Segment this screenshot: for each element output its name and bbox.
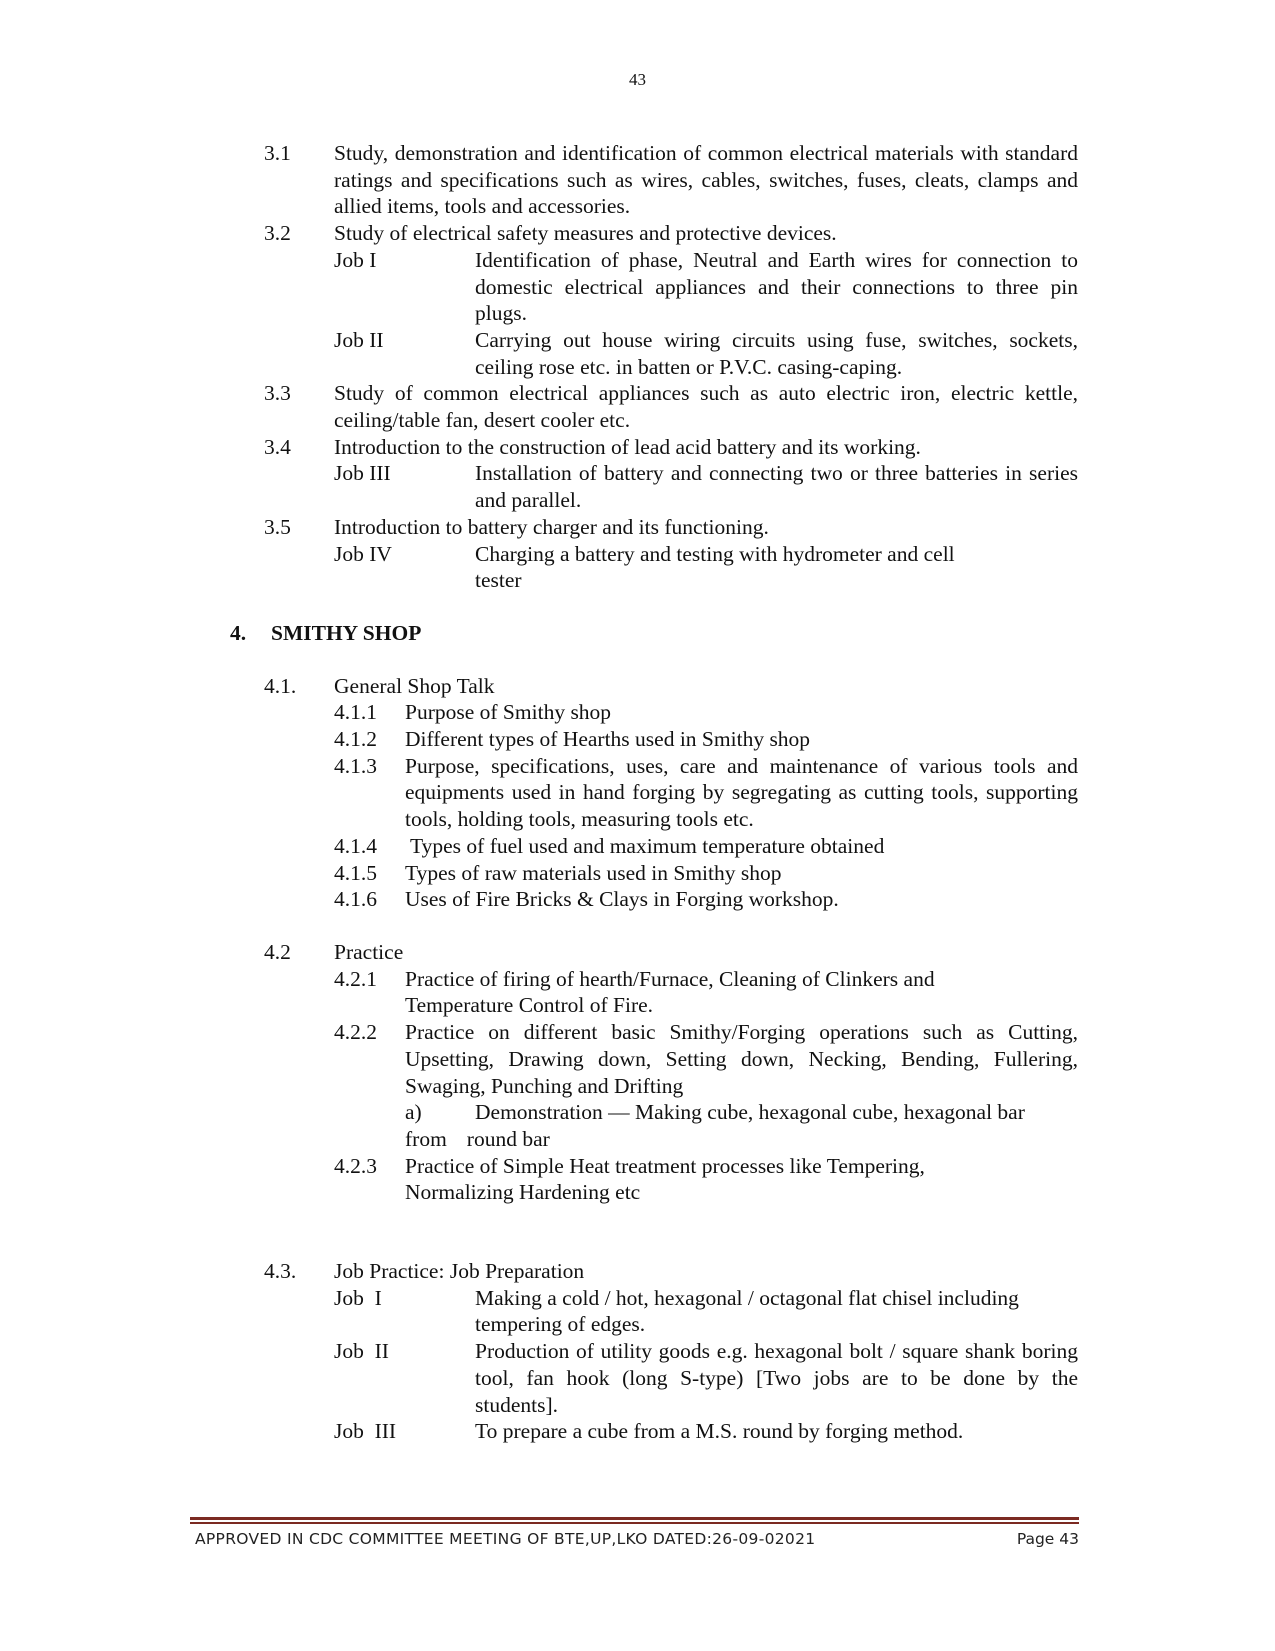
job-text: Production of utility goods e.g. hexagonal bolt / square shank boring tool, fan hook (long S-type) [Two jobs are to be done by the students].: [475, 1339, 1078, 1417]
item-number: 3.3: [264, 381, 291, 406]
item-text: Study of common electrical appliances such as auto electric iron, electric kettle, ceiling/table fan, desert cooler etc.: [334, 381, 1078, 433]
job-row: [0, 1285, 1275, 1338]
job-text: Installation of battery and connecting two or three batteries in series and parallel.: [475, 461, 1078, 513]
job-label: Job I: [334, 1285, 382, 1310]
job-text: [475, 541, 1078, 594]
subitem: [0, 1153, 1275, 1206]
subitem-text-line: Practice of firing of hearth/Furnace, Cleaning of Clinkers and: [405, 966, 935, 991]
item-number: 3.1: [264, 141, 291, 165]
footer-approval-text: APPROVED IN CDC COMMITTEE MEETING OF BTE,UP,LKO DATED:26-09-02021: [195, 1530, 816, 1548]
subitem: [0, 886, 1275, 913]
job-row: [0, 541, 1275, 594]
job-row: [0, 1418, 1275, 1445]
subitem-number: 4.2.3: [334, 1153, 377, 1178]
demo-text-line: round bar: [466, 1126, 550, 1151]
item-number: 4.1.: [264, 673, 297, 698]
subitem: [0, 860, 1275, 887]
job-row: [0, 327, 1275, 380]
item-number: 3.4: [264, 434, 291, 459]
job-label: Job II: [334, 327, 384, 352]
subitem-text: [405, 1153, 1078, 1206]
subitem-text: Types of raw materials used in Smithy shop: [405, 860, 782, 885]
subitem-number: 4.1.3: [334, 753, 377, 778]
subitem-text: Uses of Fire Bricks & Clays in Forging workshop.: [405, 887, 839, 912]
section-heading: [0, 620, 1275, 647]
subitem-text: [405, 966, 1078, 1019]
job-text-line: Making a cold / hot, hexagonal / octagonal flat chisel including: [475, 1285, 1019, 1310]
subitem-number: 4.1.6: [334, 887, 377, 912]
section-title: SMITHY SHOP: [271, 620, 422, 645]
item-number: 3.5: [264, 514, 291, 539]
subitem-text: Practice on different basic Smithy/Forging operations such as Cutting, Upsetting, Drawing down, Setting down, Necking, Bending, Fullering, Swaging, Punching and Drifting: [405, 1020, 1078, 1098]
footer-page-label: Page 43: [1016, 1530, 1079, 1548]
page-number: 43: [629, 70, 646, 89]
item-text: Introduction to the construction of lead acid battery and its working.: [334, 434, 921, 459]
demo-continuation: [405, 1126, 1275, 1153]
job-label: Job IV: [334, 541, 392, 566]
subitem: [0, 699, 1275, 726]
item-text: Study, demonstration and identification of common electrical materials with standard ratings and specifications such as wires, cables, switches, fuses, cleats, clamps and allied items, tools and accessories.: [334, 141, 1078, 219]
job-row: [0, 247, 1275, 327]
subitem-text-line: Temperature Control of Fire.: [405, 993, 654, 1018]
job-text: To prepare a cube from a M.S. round by forging method.: [475, 1419, 964, 1444]
subsection-4-3: [0, 1258, 1275, 1285]
subitem-number: 4.1.1: [334, 700, 377, 725]
subitem-text: Purpose, specifications, uses, care and maintenance of various tools and equipments used in hand forging by segregating as cutting tools, supporting tools, holding tools, measuring tools etc.: [405, 753, 1078, 832]
subitem-text: Different types of Hearths used in Smithy shop: [405, 727, 811, 752]
subitem-text-line: Normalizing Hardening etc: [405, 1180, 641, 1205]
item-text: Practice: [334, 939, 404, 964]
footer-rule: [190, 1517, 1079, 1524]
item-text: Introduction to battery charger and its functioning.: [334, 514, 769, 539]
subitem-number: 4.1.4: [334, 833, 377, 858]
job-text-line: Charging a battery and testing with hydrometer and cell: [475, 541, 955, 566]
job-text: Carrying out house wiring circuits using fuse, switches, sockets, ceiling rose etc. in batten or P.V.C. casing-caping.: [475, 327, 1078, 379]
item-3-4: [0, 434, 1275, 461]
item-number: 4.2: [264, 939, 291, 964]
item-3-5: [0, 514, 1275, 541]
subitem: [0, 966, 1275, 1019]
job-label: Job I: [334, 247, 377, 272]
item-3-1: [0, 140, 1275, 220]
subitem: [0, 753, 1275, 833]
subsection-4-1: [0, 673, 1275, 700]
demo-subitem: [0, 1099, 1275, 1126]
job-text: [475, 1285, 1078, 1338]
subitem-text: Purpose of Smithy shop: [405, 700, 612, 725]
subitem: [0, 1019, 1275, 1099]
demo-label: a): [405, 1100, 422, 1125]
document-body: [0, 140, 1275, 1445]
job-row: [0, 460, 1275, 513]
subitem-text-line: Practice of Simple Heat treatment processes like Tempering,: [405, 1153, 925, 1178]
item-text: Job Practice: Job Preparation: [334, 1259, 585, 1284]
job-text: Identification of phase, Neutral and Earth wires for connection to domestic electrical appliances and their connections to three pin plugs.: [475, 247, 1078, 326]
subitem: [0, 833, 1275, 860]
job-text-line: tester: [475, 568, 522, 593]
demo-text: Demonstration — Making cube, hexagonal cube, hexagonal bar: [475, 1100, 1025, 1125]
item-number: 4.3.: [264, 1259, 297, 1284]
subsection-4-2: [0, 939, 1275, 966]
item-3-3: [0, 380, 1275, 433]
item-text: General Shop Talk: [334, 673, 495, 698]
job-label: Job III: [334, 1419, 397, 1444]
section-number: 4.: [230, 620, 247, 645]
subitem-number: 4.1.2: [334, 727, 377, 752]
job-label: Job III: [334, 461, 391, 486]
subitem-number: 4.2.2: [334, 1020, 377, 1045]
job-label: Job II: [334, 1339, 389, 1364]
item-number: 3.2: [264, 221, 291, 246]
subitem-text: Types of fuel used and maximum temperature obtained: [405, 833, 885, 858]
job-text-line: tempering of edges.: [475, 1312, 646, 1337]
subitem-number: 4.2.1: [334, 966, 377, 991]
item-3-2: [0, 220, 1275, 247]
job-row: [0, 1338, 1275, 1418]
item-text: Study of electrical safety measures and protective devices.: [334, 221, 837, 246]
subitem-number: 4.1.5: [334, 860, 377, 885]
subitem: [0, 726, 1275, 753]
demo-from: from: [405, 1126, 447, 1151]
